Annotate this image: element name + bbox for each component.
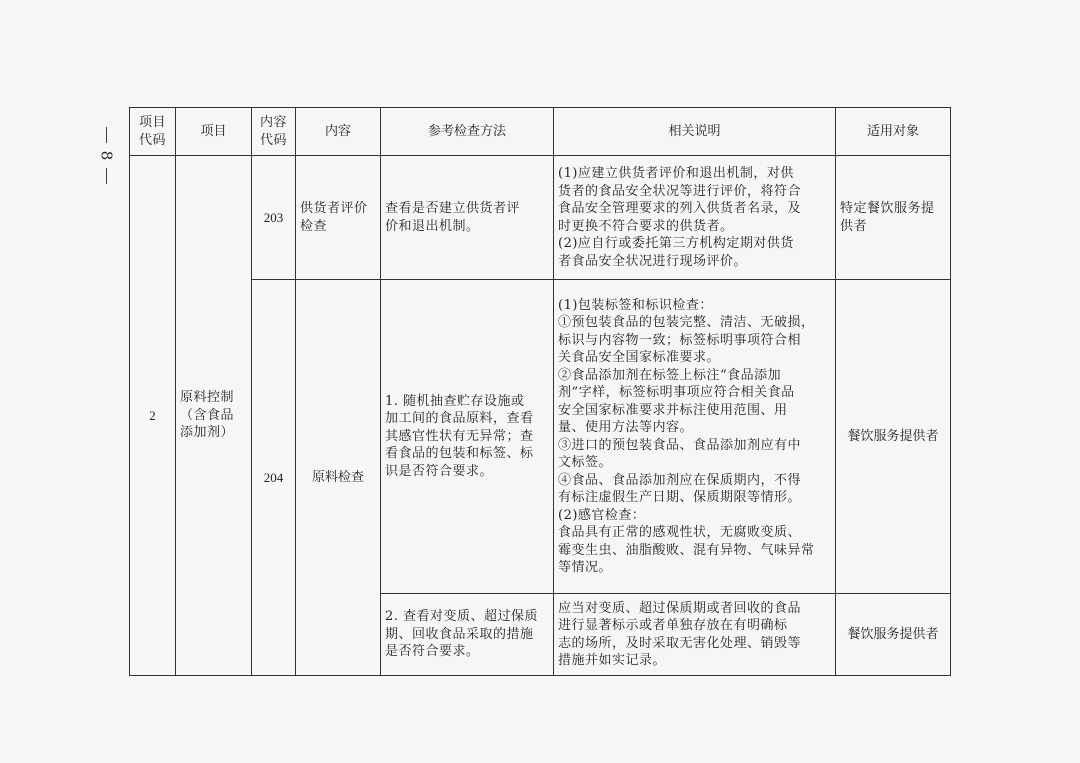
- target-204-2: 餐饮服务提供者: [836, 594, 951, 676]
- page-number-dash-bottom: [106, 168, 107, 184]
- project-code-cell: 2: [130, 156, 176, 676]
- header-project: 项目: [176, 108, 252, 156]
- method-204-2: 2. 查看对变质、超过保质 期、回收食品采取的措施 是否符合要求。: [381, 594, 554, 676]
- header-target: 适用对象: [836, 108, 951, 156]
- content-203: 供货者评价 检查: [296, 156, 381, 280]
- notes-204-1: (1)包装标签和标识检查： ①预包装食品的包装完整、清洁、无破损， 标识与内容物一致；标签标明事项符合相 关食品安全国家标准要求。 ②食品添加剂在标签上标注“食品添加 剂”字样，标签标明事项应符合相关食品 安全国家标准要求并标注使用范围、用 量、使用方法等内容。 ③进口的预包装食品、食品添加剂应有中 文标签。 ④食品、食品添加剂应在保质期内，不得 有标注虚假生产日期、保质期限等情形。 (2)感官检查： 食品具有正常的感观性状，无腐败变质、 霉变生虫、油脂酸败、混有异物、气味异常 等情况。: [554, 280, 836, 594]
- page-number-dash-top: [106, 127, 107, 143]
- method-203: 查看是否建立供货者评 价和退出机制。: [381, 156, 554, 280]
- content-204: 原料检查: [296, 280, 381, 676]
- inspection-table: [129, 107, 951, 676]
- notes-203: (1)应建立供货者评价和退出机制，对供 货者的食品安全状况等进行评价，将符合 食品安全管理要求的列入供货者名录，及 时更换不符合要求的供货者。 (2)应自行或委托第三方机构定期对供货 者食品安全状况进行现场评价。: [554, 156, 836, 280]
- header-row: [130, 108, 951, 156]
- header-project-code: 项目 代码: [130, 108, 176, 156]
- project-name-cell: 原料控制 （含食品 添加剂）: [176, 156, 252, 676]
- header-content-code: 内容 代码: [252, 108, 296, 156]
- content-code-204: 204: [252, 280, 296, 676]
- page-number-value: 8: [97, 150, 116, 160]
- table-row-204-a: [130, 280, 951, 594]
- target-204-1: 餐饮服务提供者: [836, 280, 951, 594]
- notes-204-2: 应当对变质、超过保质期或者回收的食品 进行显著标示或者单独存放在有明确标 志的场所，及时采取无害化处理、销毁等 措施并如实记录。: [554, 594, 836, 676]
- content-code-203: 203: [252, 156, 296, 280]
- table-row-203: [130, 156, 951, 280]
- header-notes: 相关说明: [554, 108, 836, 156]
- header-content: 内容: [296, 108, 381, 156]
- header-method: 参考检查方法: [381, 108, 554, 156]
- method-204-1: 1. 随机抽查贮存设施或 加工间的食品原料，查看 其感官性状有无异常；查 看食品的包装和标签、标 识是否符合要求。: [381, 280, 554, 594]
- target-203: 特定餐饮服务提 供者: [836, 156, 951, 280]
- page-number: [98, 118, 114, 192]
